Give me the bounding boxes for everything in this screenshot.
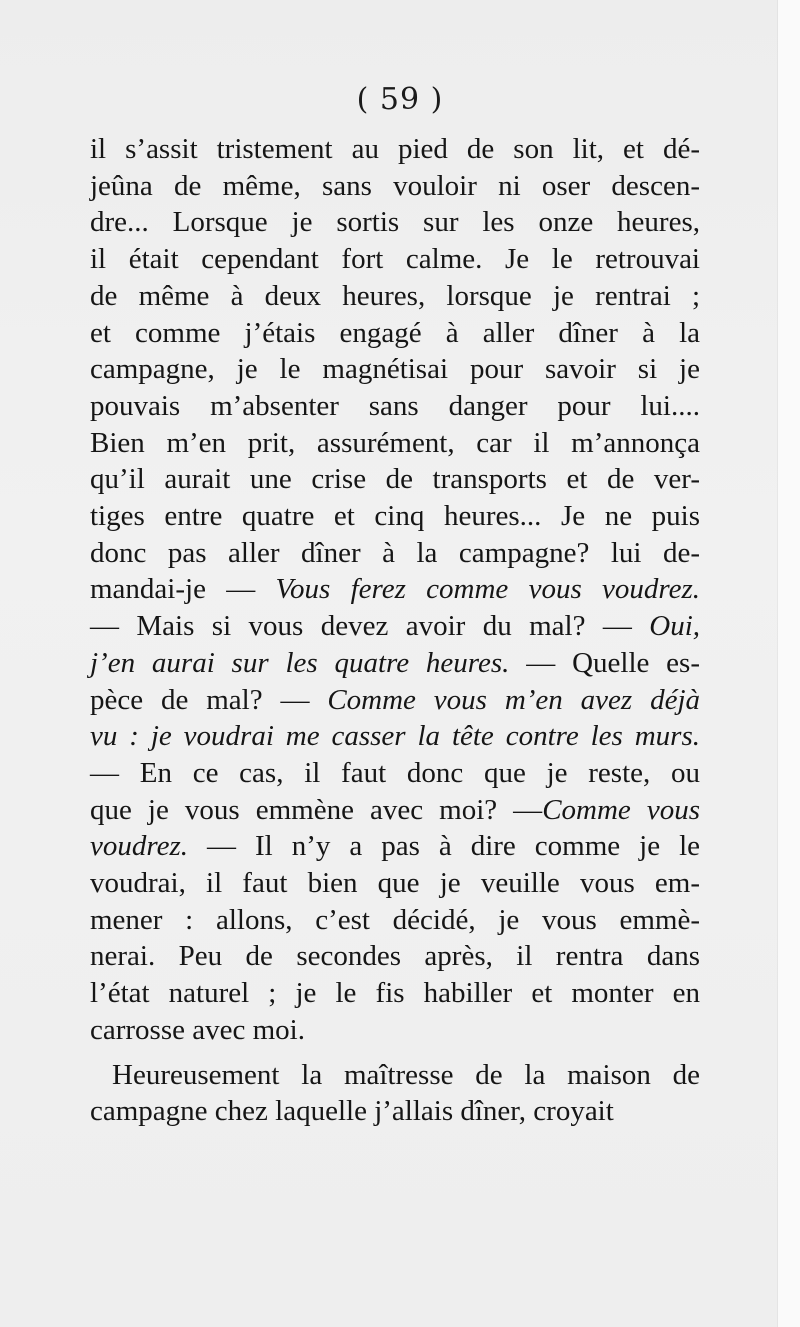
text-line (90, 902, 700, 939)
text-line (90, 351, 700, 388)
text-line (90, 1093, 700, 1130)
text-line (90, 718, 700, 755)
text-line (90, 755, 700, 792)
italic-text-segment: Vous ferez comme vous voudrez. (275, 573, 700, 606)
text-segment: il s’assit tristement au pied de son lit, et dé- (90, 133, 700, 165)
text-segment: mener : allons, c’est décidé, je vous emmè- (90, 903, 700, 936)
text-segment: donc pas aller dîner à la campagne? lui de- (90, 536, 700, 569)
text-segment: jeûna de même, sans vouloir ni oser descen- (90, 169, 700, 202)
text-segment: il était cependant fort calme. Je le retrouvai (90, 243, 700, 276)
italic-text-segment: Comme vous (542, 793, 700, 826)
text-line (90, 315, 700, 352)
text-segment: et comme j’étais engagé à aller dîner à la (90, 316, 700, 349)
text-segment: Heureusement la maîtresse de la maison de (112, 1058, 700, 1091)
text-segment: nerai. Peu de secondes après, il rentra dans (90, 940, 700, 973)
text-line (90, 828, 700, 865)
text-line (90, 131, 700, 168)
text-line (90, 461, 700, 498)
text-segment: campagne, je le magnétisai pour savoir si je (90, 353, 700, 386)
text-segment: l’état naturel ; je le fis habiller et monter en (90, 977, 700, 1010)
text-segment: voudrai, il faut bien que je veuille vous em- (90, 867, 700, 900)
text-segment: — Mais si vous devez avoir du mal? — (90, 610, 650, 643)
text-line (90, 865, 700, 902)
italic-text-segment: voudrez. (90, 830, 188, 863)
text-segment: mandai-je — (90, 573, 276, 606)
text-line (90, 425, 700, 462)
text-line (90, 608, 700, 645)
text-line (90, 278, 700, 315)
text-segment: que je vous emmène avec moi? — (90, 793, 543, 826)
text-segment: dre... Lorsque je sortis sur les onze heures, (90, 206, 700, 239)
body-text (90, 131, 700, 1130)
text-line (90, 938, 700, 975)
text-line (90, 1012, 700, 1049)
text-line (90, 168, 700, 205)
text-line (90, 535, 700, 572)
text-segment: tiges entre quatre et cinq heures... Je ne puis (90, 500, 700, 533)
text-line (90, 975, 700, 1012)
text-line (90, 682, 700, 719)
text-line (90, 388, 700, 425)
text-segment: Bien m’en prit, assurément, car il m’annonça (90, 426, 700, 459)
text-line (90, 792, 700, 829)
torn-page-edge (778, 0, 800, 1327)
text-segment: de même à deux heures, lorsque je rentrai ; (90, 279, 700, 312)
text-segment: — En ce cas, il faut donc que je reste, ou (90, 756, 700, 789)
text-line (90, 241, 700, 278)
text-segment: campagne chez laquelle j’allais dîner, croyait (90, 1095, 614, 1128)
text-line (90, 204, 700, 241)
page-number: ( 59 ) (356, 82, 444, 117)
text-segment: — Quelle es- (509, 646, 701, 679)
text-line (90, 645, 700, 682)
text-segment: pouvais m’absenter sans danger pour lui.... (90, 389, 700, 422)
italic-text-segment: Oui, (649, 610, 700, 643)
text-segment: — Il n’y a pas à dire comme je le (188, 830, 700, 863)
text-segment: carrosse avec moi. (90, 1013, 305, 1046)
italic-text-segment: j’en aurai sur les quatre heures. (90, 646, 510, 679)
text-line (90, 498, 700, 535)
text-segment: pèce de mal? — (90, 683, 328, 716)
text-line (90, 1057, 700, 1094)
italic-text-segment: Comme vous m’en avez déjà (327, 683, 700, 716)
text-segment: qu’il aurait une crise de transports et de ver- (90, 463, 700, 496)
italic-text-segment: vu : je voudrai me casser la tête contre les murs. (90, 720, 700, 753)
text-line (90, 571, 700, 608)
